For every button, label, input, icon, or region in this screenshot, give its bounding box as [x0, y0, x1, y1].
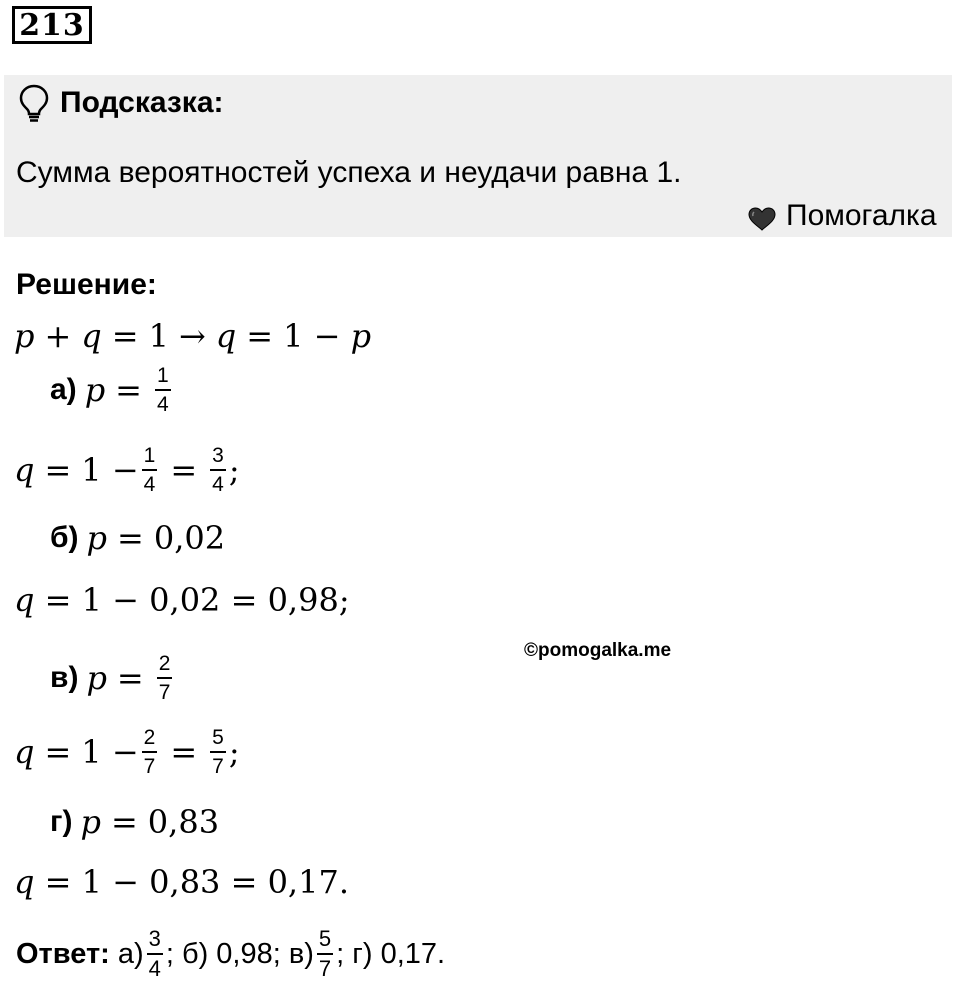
case-v-given [50, 648, 175, 708]
var-q: q [215, 317, 237, 355]
case-a-calc [14, 440, 240, 500]
denominator: 7 [143, 755, 156, 778]
case-v-calc [14, 722, 240, 782]
hint-title: Подсказка: [60, 86, 224, 119]
equals-sign: = [115, 371, 142, 409]
var-p: p [350, 317, 372, 355]
numerator: 1 [142, 445, 158, 471]
var-q: q [14, 863, 35, 901]
equals-sign: = [170, 733, 198, 771]
solution-label: Решение: [16, 268, 157, 301]
semicolon: ; [228, 733, 240, 771]
var-q: q [14, 581, 35, 619]
expression: = 1 − 0,83 = 0,17. [44, 863, 349, 901]
watermark: ©pomogalka.me [524, 640, 672, 661]
one-minus: 1 − [283, 317, 341, 355]
var-q: q [14, 733, 35, 771]
denominator: 7 [212, 755, 224, 778]
semicolon: ; [228, 451, 240, 489]
case-a-given [50, 360, 174, 420]
fraction [155, 365, 171, 415]
equals-sign: = [44, 733, 72, 771]
value: 0,83 [147, 803, 220, 841]
var-p: p [14, 317, 35, 355]
one-minus: 1 − [81, 733, 139, 771]
equals-sign: = [110, 803, 138, 841]
case-label-a: а) [50, 373, 77, 406]
numerator: 5 [210, 727, 226, 753]
task-number: 213 [12, 6, 92, 44]
value: 0,02 [153, 519, 226, 557]
denominator: 7 [318, 956, 332, 981]
equals-sign: = [44, 451, 72, 489]
answer-b-part: ; б) 0,98; в) [165, 937, 314, 970]
brand-name: Помогалка [786, 199, 937, 232]
number-one: 1 [148, 317, 169, 355]
fraction [317, 928, 333, 980]
case-g-given [50, 792, 219, 852]
fraction [142, 445, 158, 495]
equals-sign: = [111, 317, 139, 355]
equation-sum [14, 306, 371, 366]
equals-sign: = [117, 519, 144, 557]
var-q: q [14, 451, 35, 489]
case-label-b: б) [50, 521, 79, 554]
var-p: p [86, 519, 108, 557]
var-p: p [84, 371, 106, 409]
denominator: 7 [158, 681, 171, 704]
one-minus: 1 − [81, 451, 139, 489]
plus-sign: + [44, 317, 72, 355]
denominator: 4 [143, 473, 156, 496]
numerator: 3 [210, 445, 226, 471]
answer-label: Ответ: [16, 937, 110, 970]
denominator: 4 [148, 956, 161, 981]
lightbulb-icon [18, 84, 50, 124]
numerator: 3 [147, 928, 163, 955]
case-b-given [50, 508, 225, 568]
numerator: 1 [155, 365, 171, 391]
numerator: 5 [317, 928, 333, 955]
denominator: 4 [156, 393, 169, 416]
case-label-g: г) [50, 805, 73, 838]
case-label-v: в) [50, 661, 79, 694]
arrow-icon: → [178, 317, 206, 355]
fraction [142, 727, 158, 777]
denominator: 4 [212, 473, 224, 496]
numerator: 2 [142, 727, 158, 753]
expression: = 1 − 0,02 = 0,98; [44, 581, 350, 619]
var-q: q [81, 317, 102, 355]
var-p: p [86, 659, 107, 697]
fraction [147, 928, 163, 980]
heart-icon [748, 207, 776, 231]
numerator: 2 [157, 653, 173, 679]
case-b-calc [14, 570, 350, 630]
equals-sign: = [116, 659, 144, 697]
equals-sign: = [170, 451, 198, 489]
answer-g-part: ; г) 0,17. [336, 937, 446, 970]
answer-a-prefix: а) [117, 937, 144, 970]
fraction [210, 727, 226, 777]
answer [16, 924, 445, 984]
var-p: p [80, 803, 101, 841]
hint-text: Сумма вероятностей успеха и неудачи равна 1. [16, 156, 682, 189]
fraction [210, 445, 226, 495]
equals-sign: = [246, 317, 274, 355]
case-g-calc [14, 852, 349, 912]
fraction [157, 653, 173, 703]
